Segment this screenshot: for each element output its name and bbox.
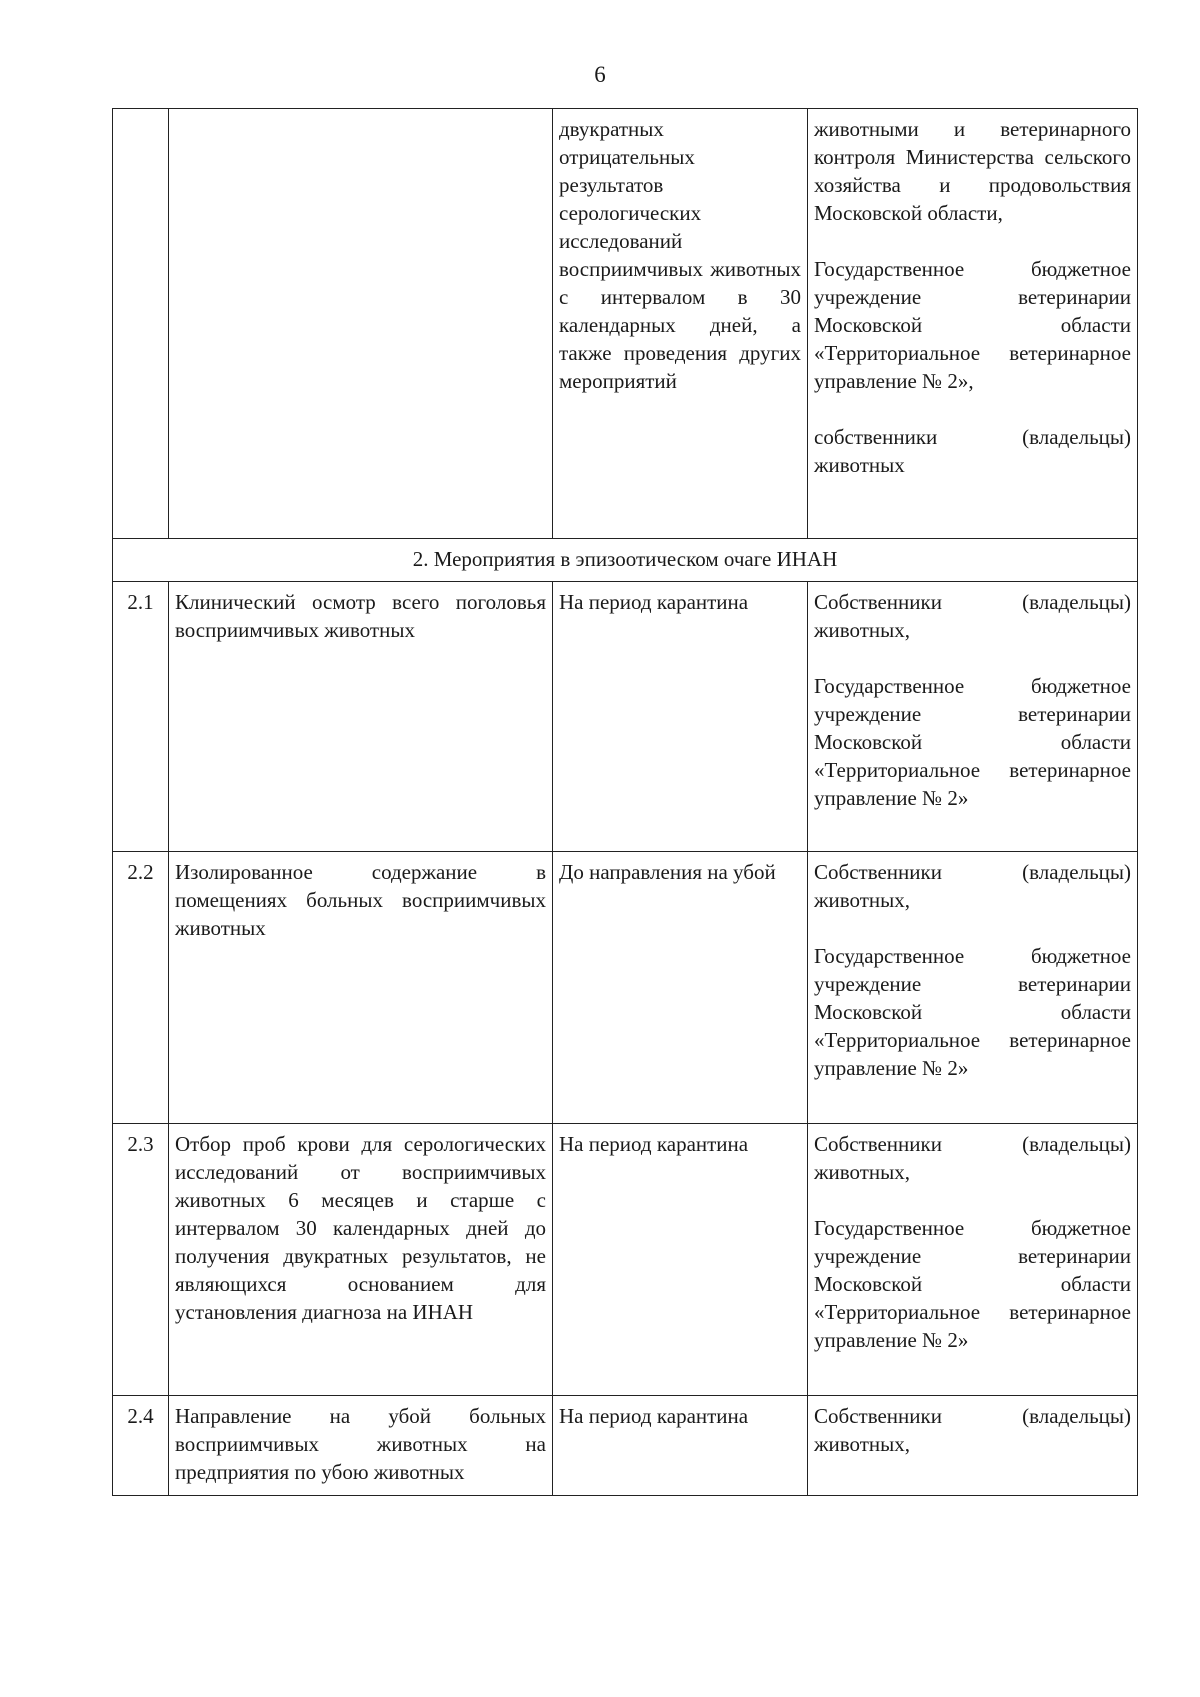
responsible-text: Государственное бюджетное учреждение ветеринарии Московской области «Территориальное ветеринарное управление № 2» [814,1216,1131,1352]
measure-cell: Направление на убой больных восприимчивых животных на предприятия по убою животных [169,1396,553,1496]
responsible-text: Государственное бюджетное учреждение ветеринарии Московской области «Территориальное ветеринарное управление № 2», [814,257,1131,393]
responsible-cell [808,1396,1138,1496]
page-number: 6 [594,62,606,87]
responsible-text: собственники (владельцы) животных [814,425,1131,477]
row-number: 2.4 [113,1396,169,1496]
measure-cell: Клинический осмотр всего поголовья восприимчивых животных [169,582,553,852]
term-cell: двукратных отрицательных результатов серологических исследований восприимчивых животных с интервалом в 30 календарных дней, а также проведения других мероприятий [553,109,808,539]
table-row [113,582,1138,852]
responsible-text: Государственное бюджетное учреждение ветеринарии Московской области «Территориальное ветеринарное управление № 2» [814,944,1131,1080]
responsible-cell [808,109,1138,539]
responsible-cell [808,1124,1138,1396]
row-number: 2.3 [113,1124,169,1396]
table-row [113,109,1138,539]
responsible-cell [808,582,1138,852]
responsible-text: Государственное бюджетное учреждение ветеринарии Московской области «Территориальное ветеринарное управление № 2» [814,674,1131,810]
table-row [113,1396,1138,1496]
responsible-text: Собственники (владельцы) животных, [814,1132,1131,1184]
section-row [113,539,1138,582]
term-cell: На период карантина [553,582,808,852]
responsible-text: Собственники (владельцы) животных, [814,860,1131,912]
responsible-text: Собственники (владельцы) животных, [814,590,1131,642]
term-cell: До направления на убой [553,852,808,1124]
responsible-text: Собственники (владельцы) животных, [814,1404,1131,1456]
measure-cell: Отбор проб крови для серологических исследований от восприимчивых животных 6 месяцев и старше с интервалом 30 календарных дней до получения двукратных результатов, не являющихся основанием для установления диагноза на ИНАН [169,1124,553,1396]
row-number: 2.2 [113,852,169,1124]
term-cell: На период карантина [553,1396,808,1496]
term-cell: На период карантина [553,1124,808,1396]
responsible-cell [808,852,1138,1124]
row-number: 2.1 [113,582,169,852]
measure-cell [169,109,553,539]
table-row [113,1124,1138,1396]
measure-cell: Изолированное содержание в помещениях больных восприимчивых животных [169,852,553,1124]
row-number [113,109,169,539]
responsible-text: животными и ветеринарного контроля Министерства сельского хозяйства и продовольствия Московской области, [814,117,1131,225]
measures-table [112,108,1138,1496]
section-title: 2. Мероприятия в эпизоотическом очаге ИНАН [113,539,1138,582]
table-row [113,852,1138,1124]
